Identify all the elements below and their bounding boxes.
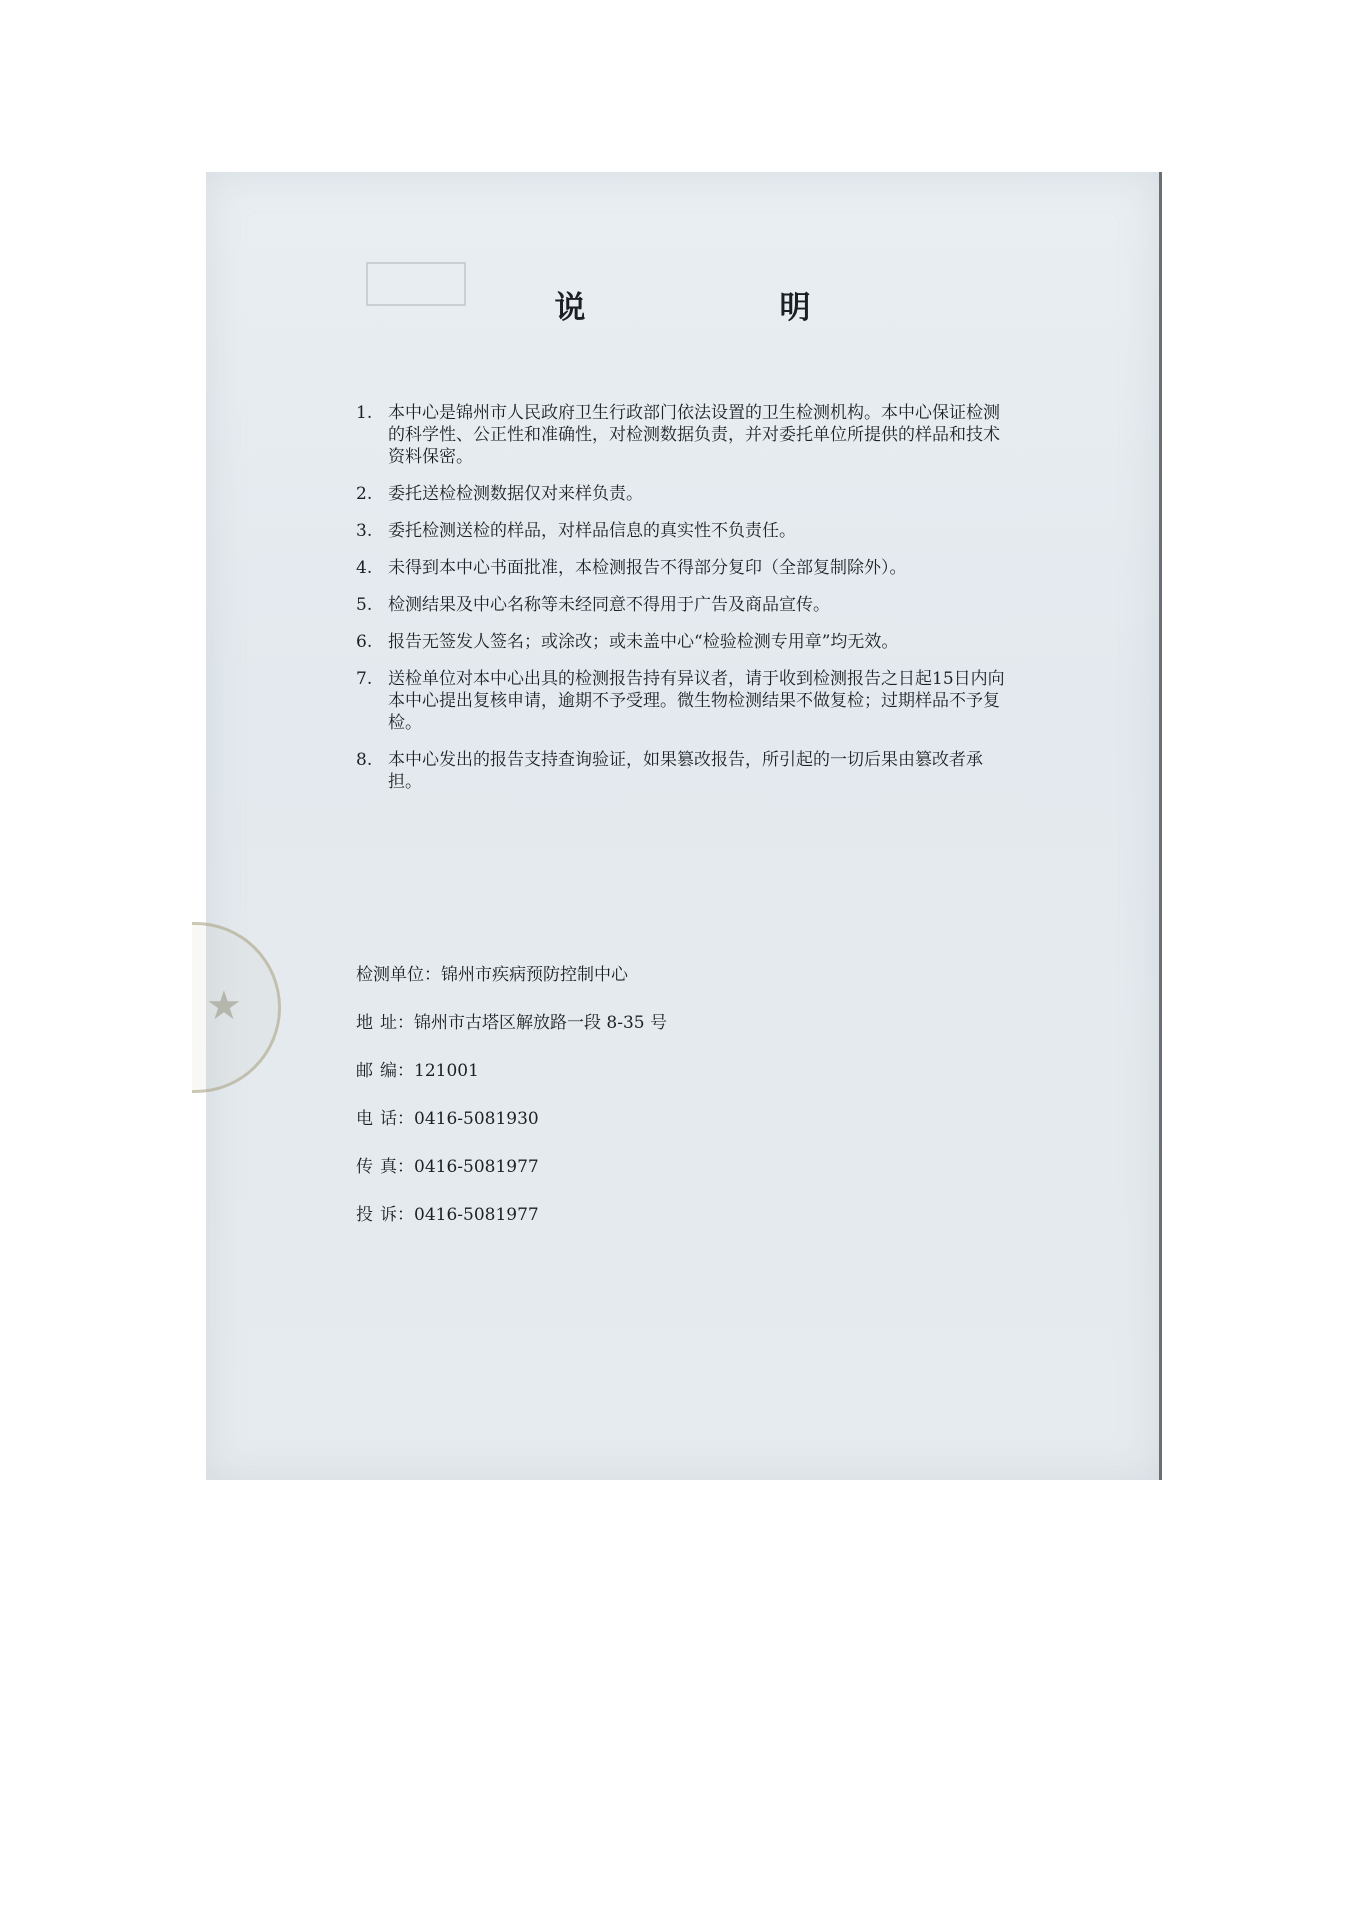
note-item xyxy=(356,402,1016,468)
contact-complaint xyxy=(356,1204,956,1226)
notes-list xyxy=(356,402,1016,808)
contact-value: 121001 xyxy=(414,1061,479,1081)
contact-value: 锦州市疾病预防控制中心 xyxy=(441,965,628,985)
note-item xyxy=(356,668,1016,734)
contact-label xyxy=(356,1060,414,1082)
note-item xyxy=(356,594,1016,616)
contact-postcode xyxy=(356,1060,956,1082)
note-text: 本中心是锦州市人民政府卫生行政部门依法设置的卫生检测机构。本中心保证检测的科学性、公正性和准确性，对检测数据负责，并对委托单位所提供的样品和技术资料保密。 xyxy=(388,403,1000,467)
note-text: 委托送检检测数据仅对来样负责。 xyxy=(388,484,643,504)
note-text: 委托检测送检的样品，对样品信息的真实性不负责任。 xyxy=(388,521,796,541)
note-number: 2. xyxy=(356,484,373,504)
contact-label-char: 诉： xyxy=(380,1205,414,1225)
note-text: 本中心发出的报告支持查询验证，如果篡改报告，所引起的一切后果由篡改者承担。 xyxy=(388,750,983,792)
note-number: 3. xyxy=(356,521,373,541)
note-number: 5. xyxy=(356,595,373,615)
contact-block xyxy=(356,964,956,1252)
note-text: 未得到本中心书面批准，本检测报告不得部分复印（全部复制除外）。 xyxy=(388,558,907,578)
contact-label-char: 邮 xyxy=(356,1061,373,1081)
note-text: 检测结果及中心名称等未经同意不得用于广告及商品宣传。 xyxy=(388,595,830,615)
contact-label-char: 编： xyxy=(380,1061,414,1081)
note-item xyxy=(356,483,1016,505)
note-text: 报告无签发人签名；或涂改；或未盖中心“检验检测专用章”均无效。 xyxy=(388,632,899,652)
contact-label xyxy=(356,1108,414,1130)
contact-phone xyxy=(356,1108,956,1130)
note-number: 4. xyxy=(356,558,373,578)
contact-label-char: 址： xyxy=(380,1013,414,1033)
note-item xyxy=(356,631,1016,653)
contact-label-char: 真： xyxy=(380,1157,414,1177)
note-number: 7. xyxy=(356,669,373,689)
contact-label-char: 电 xyxy=(356,1109,373,1129)
contact-label-char: 话： xyxy=(380,1109,414,1129)
contact-label-char: 传 xyxy=(356,1157,373,1177)
note-item xyxy=(356,749,1016,793)
contact-label-char: 投 xyxy=(356,1205,373,1225)
contact-fax xyxy=(356,1156,956,1178)
scanned-page xyxy=(206,172,1159,1480)
contact-label: 检测单位： xyxy=(356,965,441,985)
contact-value: 0416-5081930 xyxy=(414,1109,539,1129)
contact-value: 锦州市古塔区解放路一段 8-35 号 xyxy=(414,1013,667,1033)
note-number: 8. xyxy=(356,750,373,770)
note-text: 送检单位对本中心出具的检测报告持有异议者，请于收到检测报告之日起15日内向本中心提出复核申请，逾期不予受理。微生物检测结果不做复检；过期样品不予复检。 xyxy=(388,669,1005,733)
contact-value: 0416-5081977 xyxy=(414,1205,539,1225)
partial-seal-stamp xyxy=(192,922,281,1093)
note-item xyxy=(356,557,1016,579)
page-title: 说 明 xyxy=(554,290,855,326)
contact-address xyxy=(356,1012,956,1034)
contact-unit xyxy=(356,964,956,986)
contact-value: 0416-5081977 xyxy=(414,1157,539,1177)
note-item xyxy=(356,520,1016,542)
contact-label xyxy=(356,1204,414,1226)
note-number: 1. xyxy=(356,403,373,423)
contact-label xyxy=(356,1156,414,1178)
contact-label-char: 地 xyxy=(356,1013,373,1033)
contact-label xyxy=(356,1012,414,1034)
seal-star-icon: ★ xyxy=(206,983,242,1029)
note-number: 6. xyxy=(356,632,373,652)
